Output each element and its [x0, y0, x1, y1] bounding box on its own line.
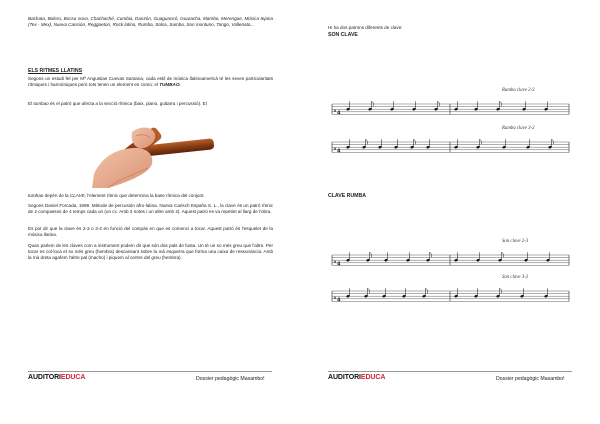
paragraph-tumbao-def — [28, 101, 273, 107]
logo-part-b: EDUCA — [360, 374, 386, 381]
logo-part-a: AUDITORI — [328, 374, 361, 381]
music-staff — [328, 134, 573, 160]
paragraph-forcada: Segons Daniel Forcada, 1999. Mètode de percusión afro-latina. Nueva Carisch España S. L., la clave és un patró rítmic de 2 compassos de 4 temps cada un (un cc. Amb 3 notes i un altre amb 2). Aquest patró es va repetint al llarg de l'obra. — [28, 203, 273, 215]
section-heading: ELS RITMES LLATINS — [28, 68, 83, 74]
p2-text-a: El — [28, 101, 34, 106]
svg-text:4: 4 — [337, 297, 341, 304]
p2-text-c: és el patró que afecta a la secció rítmica (baix, piano, guitarra i percussió). El — [48, 101, 207, 106]
right-page — [300, 0, 600, 424]
p3-emph-a: tumbao — [28, 193, 44, 198]
staff-caption: Son clave 2-3 — [502, 239, 529, 244]
son-clave-heading: SON CLAVE — [328, 32, 358, 38]
p1-emph: TUMBAO. — [159, 82, 181, 88]
intro-text: Hi ha dos patrons diferents de clave: — [328, 25, 403, 30]
paragraph-instrument: Quan parlem de les claves com a instrument podem dir que són dos pals de fusta. Un té un so més greu que l'altre. Per tocar es col·loca el so més greu (hembra) descansant sobre la mà esquerra que forma una caixa de ressonància. Amb la mà dreta agafem l'altre pal (macho) i piquem al centre del greu (hembra). — [28, 243, 273, 261]
svg-text:𝄥: 𝄥 — [334, 108, 336, 116]
music-staff — [328, 96, 573, 122]
p3-emph-c: CLAVE — [69, 193, 85, 198]
p1-text: Segons un estudi fet per Mª Angustias Cuevas Santana, cada estil de música llatinoamericà té les seves particularitats rítmiques i harmòniques però tots tenen un element en comú: el — [28, 76, 273, 88]
footer-divider — [328, 371, 572, 372]
p3-text-d: , l'element rítmic que determina la base rítmica del conjunt. — [84, 193, 205, 198]
svg-text:𝄥: 𝄥 — [334, 295, 336, 303]
staff-caption: Rumba clave 3-2 — [502, 126, 535, 131]
footer-text: Dossier pedagògic Masambo! — [496, 376, 565, 382]
svg-text:4: 4 — [337, 110, 341, 117]
clave-rumba-heading: CLAVE RUMBA — [328, 193, 366, 199]
svg-text:4: 4 — [337, 261, 341, 268]
genres-list: Bachata, Bolero, Bossa nova, Chachaché, Cumbia, Danzón, Guaguancó, Guaracha, Mambo, Merengue, Música tejana (Tex - Mex), Nueva Canción, Reggaeton, Rock latino, Rumba, Salsa, Samba, Son montuno, Tango, Vallenato... — [28, 16, 273, 28]
claves-photo — [88, 112, 216, 190]
auditori-educa-logo — [328, 374, 385, 381]
footer-text: Dossier pedagògic Masambo! — [196, 376, 265, 382]
music-staff — [328, 283, 573, 309]
p3-text-b: depèn de la — [43, 193, 70, 198]
svg-text:𝄥: 𝄥 — [334, 146, 336, 154]
music-staff — [328, 247, 573, 273]
p2-emph: tumbao — [33, 101, 49, 106]
staff-caption: Son clave 3-2 — [502, 275, 529, 280]
staff-caption: Rumba clave 2-3 — [502, 88, 535, 93]
logo-part-b: EDUCA — [60, 374, 86, 381]
svg-text:𝄥: 𝄥 — [334, 259, 336, 267]
logo-part-a: AUDITORI — [28, 374, 61, 381]
paragraph-clave-types: Es pot dir que la clave és 2-3 o 3-2 en funció del compàs en que es comenci a tocar. Aquest patró és l'esquelet de la música llatina. — [28, 226, 273, 238]
paragraph-clave — [28, 193, 273, 199]
paragraph-tumbao — [28, 76, 273, 88]
svg-text:4: 4 — [337, 148, 341, 155]
footer-divider — [28, 371, 272, 372]
auditori-educa-logo — [28, 374, 85, 381]
